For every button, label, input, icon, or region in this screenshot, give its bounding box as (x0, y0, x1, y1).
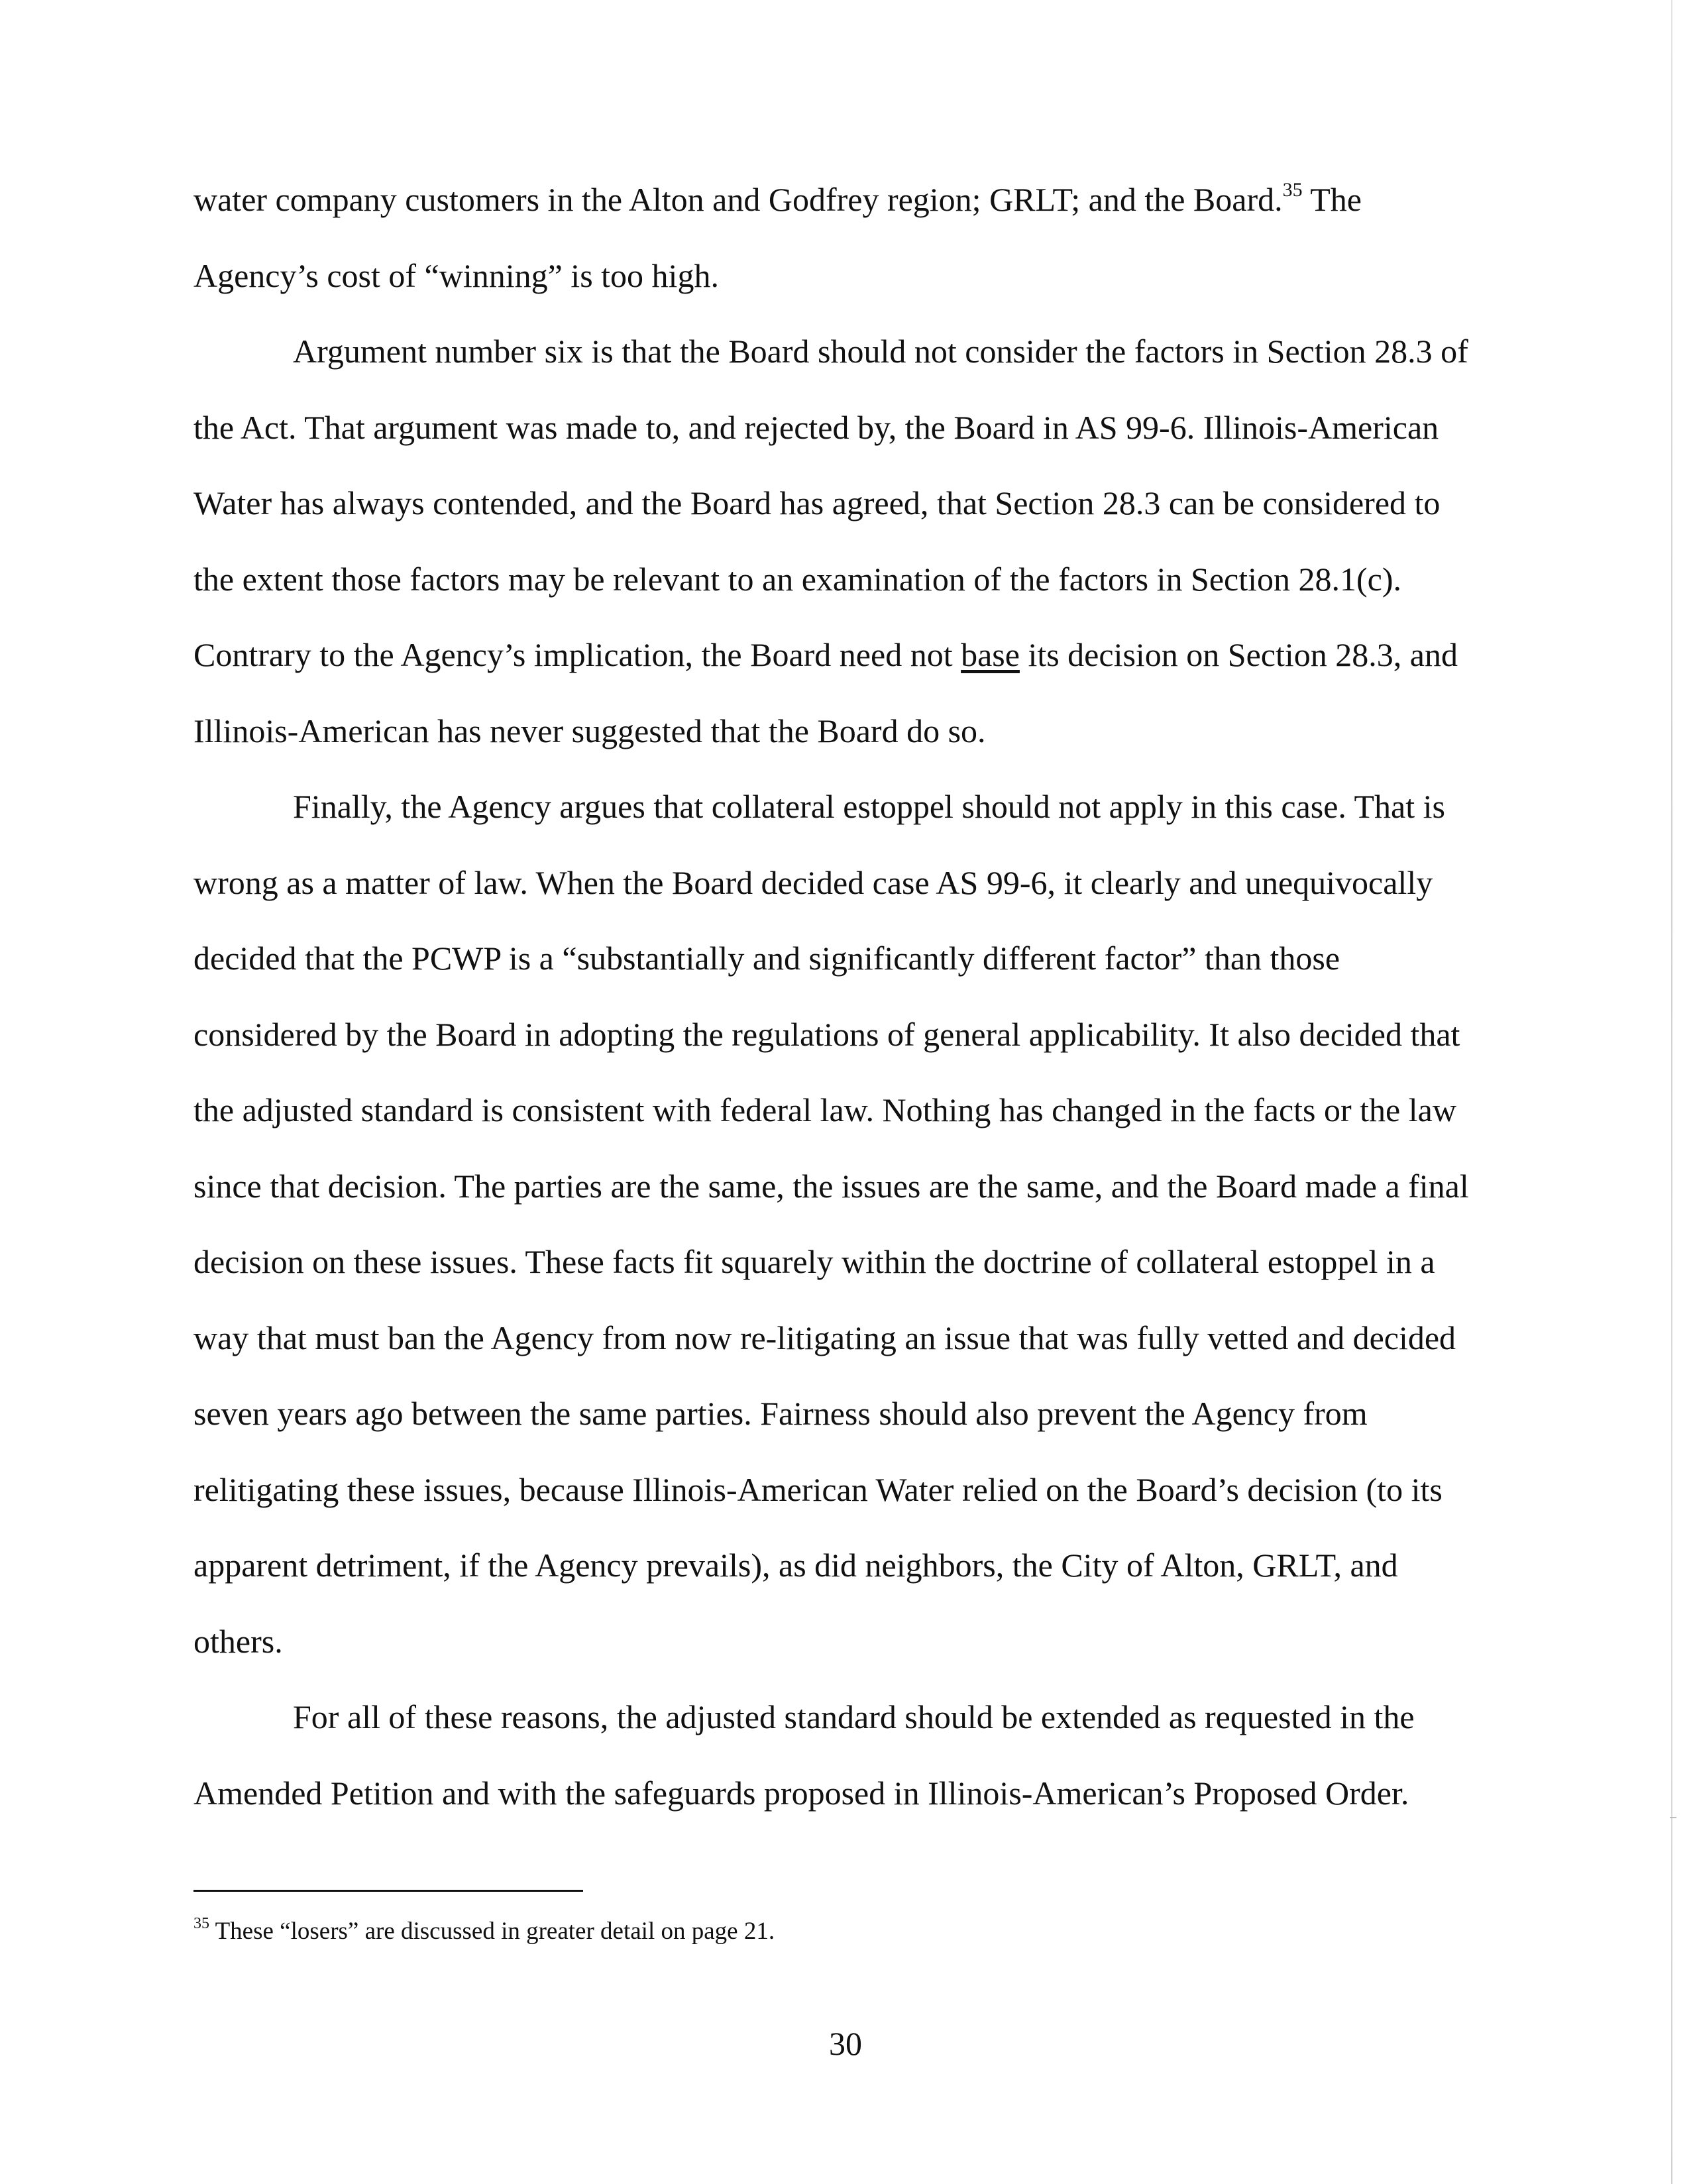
footnote (193, 1917, 775, 1945)
text-line: water company customers in the Alton and Godfrey region; GRLT; and the Board.$^{35}$ The (193, 179, 1362, 218)
text-line: decided that the PCWP is a “substantially and significantly different factor” than those (193, 940, 1340, 977)
text-line: wrong as a matter of law. When the Board decided case AS 99-6, it clearly and unequivocally (193, 864, 1433, 901)
text-line: apparent detriment, if the Agency prevails), as did neighbors, the City of Alton, GRLT, and (193, 1547, 1398, 1584)
text-line: the extent those factors may be relevant to an examination of the factors in Section 28.1(c). (193, 561, 1401, 598)
scan-edge-line (1671, 0, 1672, 2184)
text-line: seven years ago between the same parties. Fairness should also prevent the Agency from (193, 1395, 1368, 1432)
underlined-word: base (961, 636, 1020, 673)
paragraph-start-line: Finally, the Agency argues that collateral estoppel should not apply in this case. That is (293, 788, 1445, 825)
footnote-marker: 35 (193, 1915, 209, 1932)
footnote-reference: 35 (1282, 179, 1303, 201)
text-line: the adjusted standard is consistent with federal law. Nothing has changed in the facts or the law (193, 1091, 1456, 1128)
scan-edge-mark (1670, 1817, 1676, 1818)
text-line: the Act. That argument was made to, and rejected by, the Board in AS 99-6. Illinois-American (193, 409, 1439, 446)
page-number: 30 (829, 2025, 862, 2062)
text-line: Amended Petition and with the safeguards proposed in Illinois-American’s Proposed Order. (193, 1774, 1409, 1812)
footnote-separator (193, 1890, 583, 1892)
text-line: since that decision. The parties are the same, the issues are the same, and the Board made a final (193, 1168, 1469, 1205)
paragraph-start-line: For all of these reasons, the adjusted standard should be extended as requested in the (293, 1698, 1415, 1735)
text-line: others. (193, 1623, 283, 1660)
text-line: Illinois-American has never suggested that the Board do so. (193, 712, 986, 749)
paragraph-start-line: Argument number six is that the Board should not consider the factors in Section 28.3 of (293, 333, 1468, 370)
text-line: decision on these issues. These facts fit squarely within the doctrine of collateral estoppel in a (193, 1243, 1435, 1280)
text-line: Agency’s cost of “winning” is too high. (193, 257, 719, 294)
text-line: Water has always contended, and the Board has agreed, that Section 28.3 can be considered to (193, 484, 1441, 521)
text-line: considered by the Board in adopting the regulations of general applicability. It also decided that (193, 1016, 1460, 1053)
text-line: relitigating these issues, because Illinois-American Water relied on the Board’s decision (to its (193, 1471, 1443, 1508)
text-line: way that must ban the Agency from now re-litigating an issue that was fully vetted and decided (193, 1319, 1456, 1356)
footnote-text: These “losers” are discussed in greater detail on page 21. (209, 1918, 775, 1945)
text-line: Contrary to the Agency’s implication, the Board need not base its decision on Section 28.3, and (193, 636, 1458, 673)
